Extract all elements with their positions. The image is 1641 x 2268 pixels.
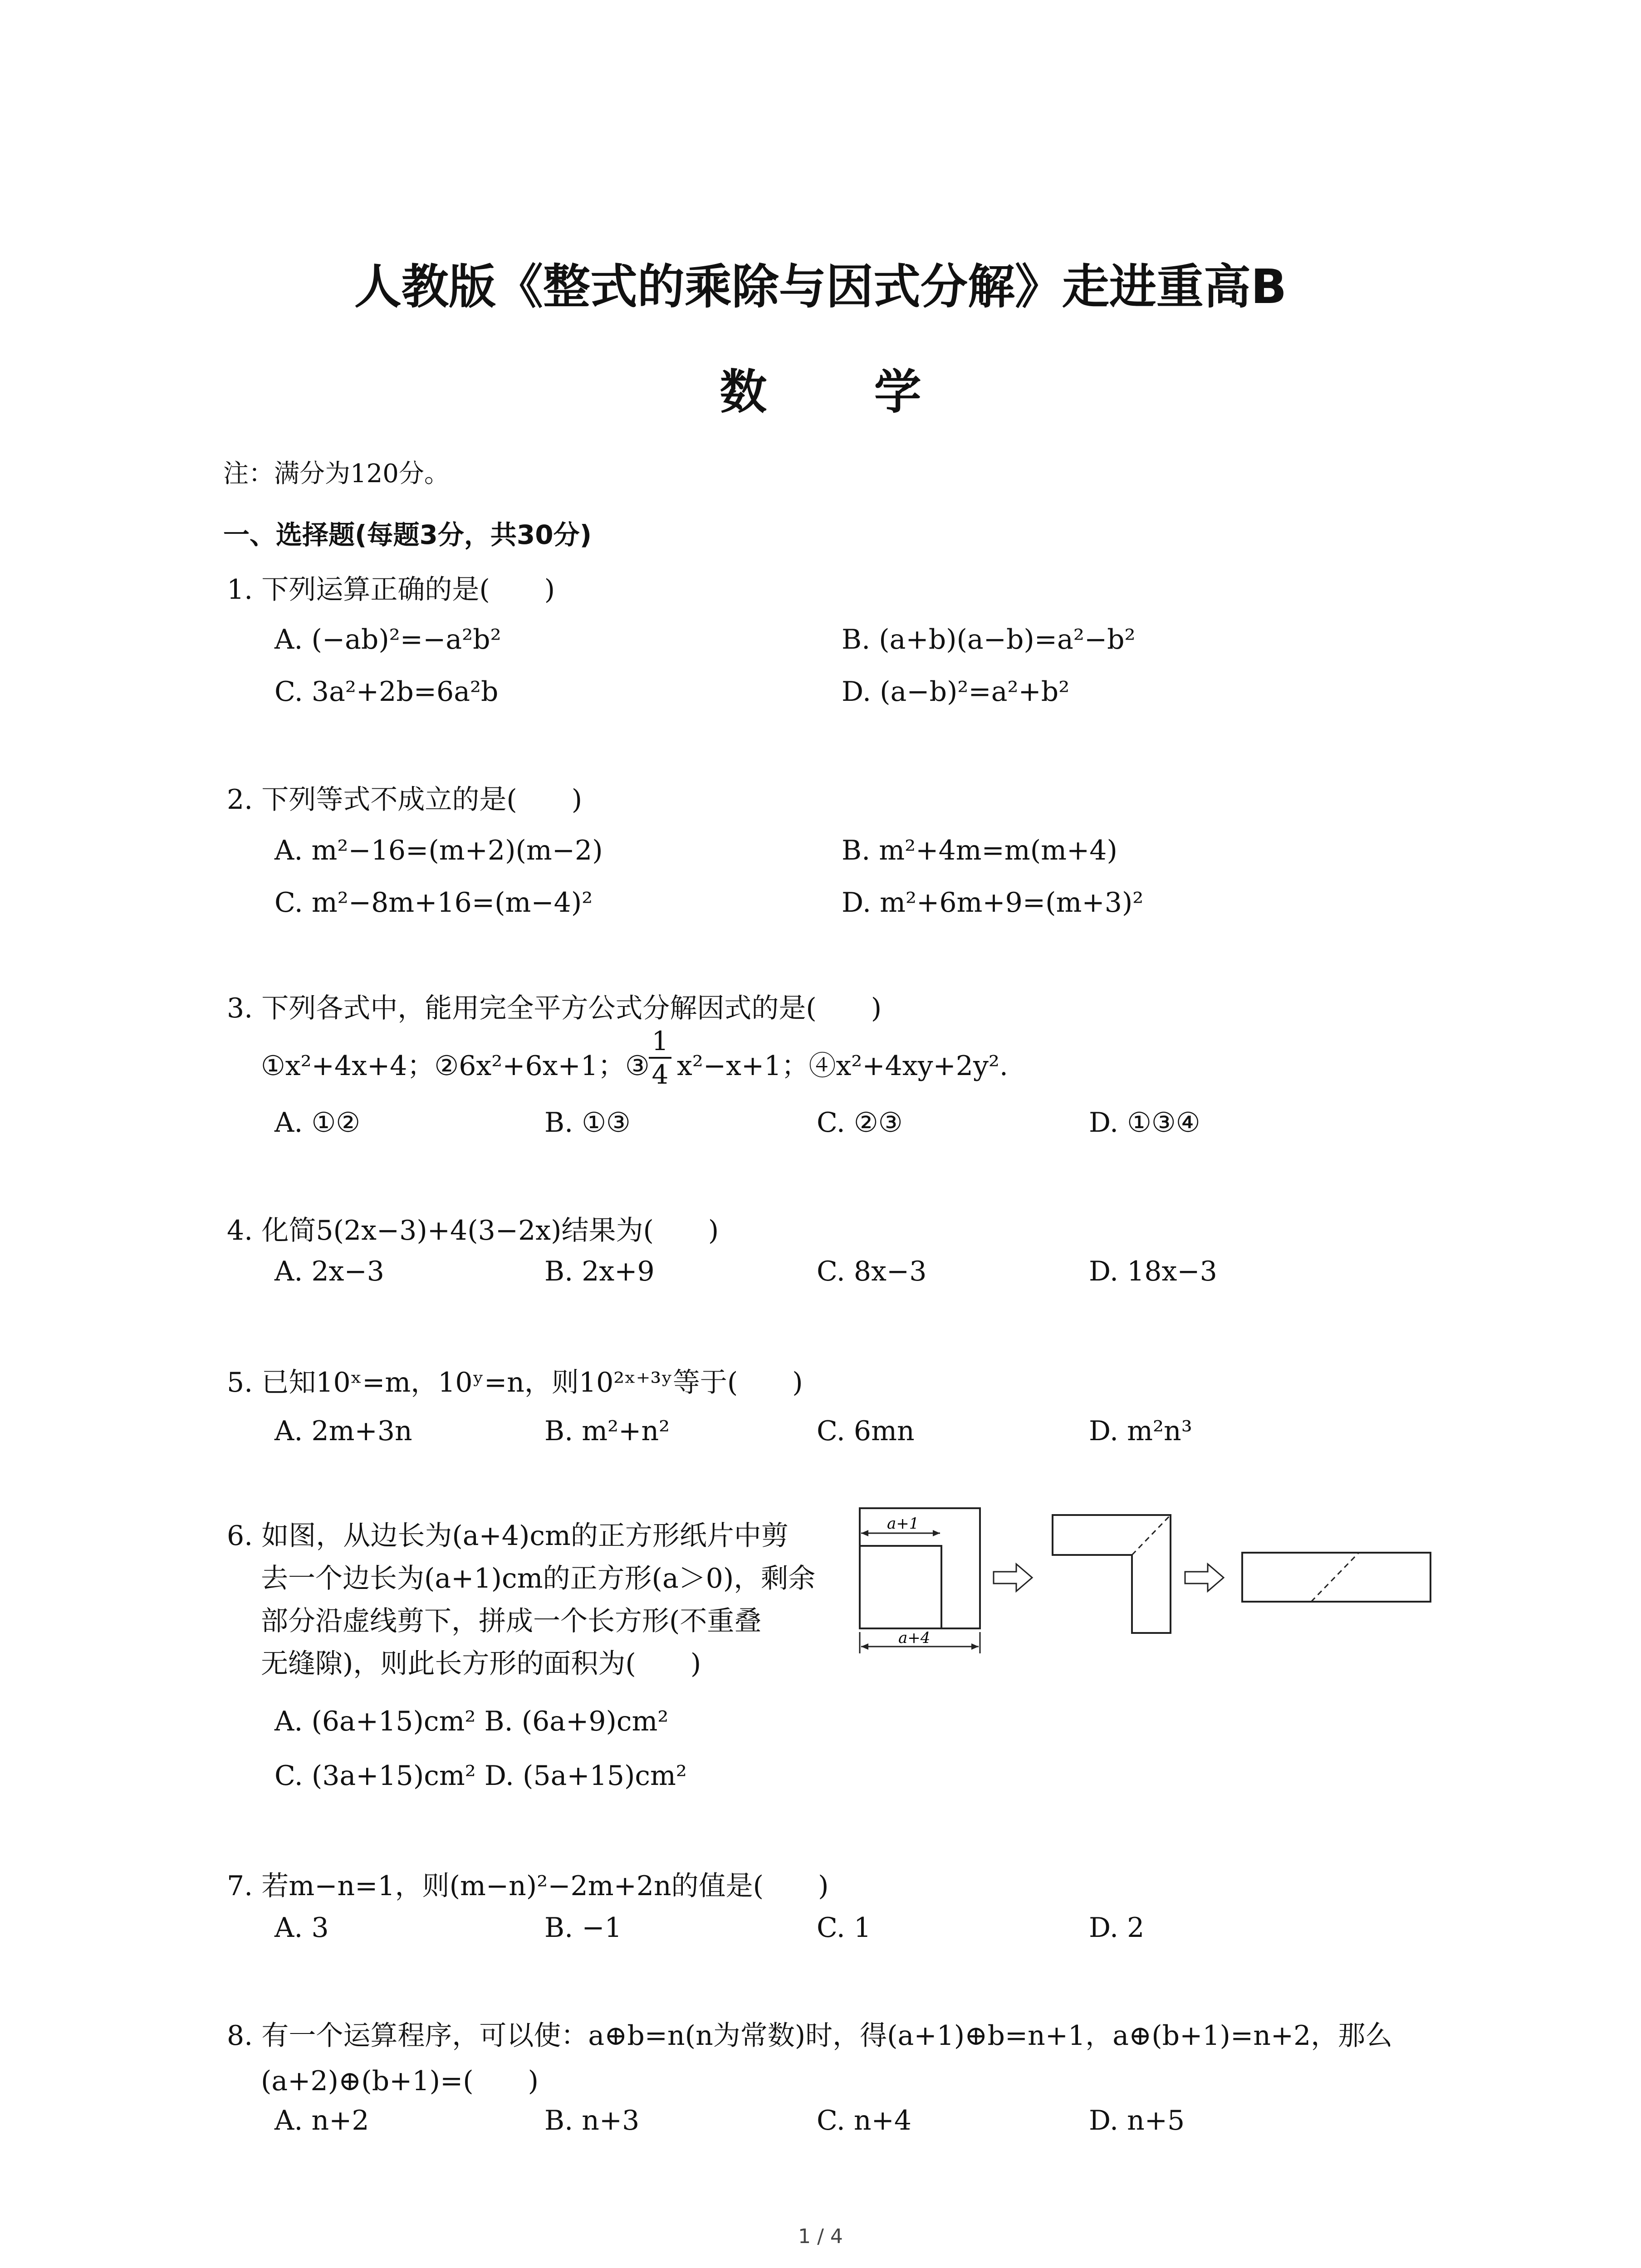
question-3-option-a: A. ①② bbox=[274, 1107, 361, 1139]
arrowhead bbox=[933, 1530, 940, 1536]
question-8-option-b: B. n+3 bbox=[544, 2105, 640, 2136]
arrowhead bbox=[971, 1643, 979, 1650]
question-8-option-a: A. n+2 bbox=[274, 2105, 369, 2136]
question-4-option-a: A. 2x−3 bbox=[274, 1256, 384, 1287]
transform-arrow-icon bbox=[994, 1564, 1032, 1591]
question-1-option-a: A. (−ab)²=−a²b² bbox=[274, 624, 501, 655]
arrowhead bbox=[861, 1530, 868, 1536]
question-3-items-part2: x²−x+1；④x²+4xy+2y². bbox=[677, 1050, 1008, 1082]
question-8-option-d: D. n+5 bbox=[1089, 2105, 1185, 2136]
question-5-option-c: C. 6mn bbox=[817, 1415, 915, 1447]
question-8-option-c: C. n+4 bbox=[817, 2105, 912, 2136]
question-7-stem: 7. 若m−n=1，则(m−n)²−2m+2n的值是( ) bbox=[227, 1870, 829, 1902]
score-note: 注：满分为120分。 bbox=[223, 459, 450, 489]
question-6-line-4: 无缝隙)，则此长方形的面积为( ) bbox=[261, 1648, 701, 1680]
question-5-option-b: B. m²+n² bbox=[544, 1415, 670, 1447]
figure-join-line bbox=[1311, 1553, 1359, 1602]
question-3-option-b: B. ①③ bbox=[544, 1107, 631, 1139]
question-6-line-2: 去一个边长为(a+1)cm的正方形(a＞0)，剩余 bbox=[261, 1563, 816, 1594]
question-5-stem: 5. 已知10ˣ=m，10ʸ=n，则10²ˣ⁺³ʸ等于( ) bbox=[227, 1367, 803, 1398]
question-2-option-c: C. m²−8m+16=(m−4)² bbox=[274, 887, 593, 919]
figure-label-inner: a+1 bbox=[887, 1515, 919, 1533]
page-subject: 数 学 bbox=[720, 364, 967, 420]
question-1-option-d: D. (a−b)²=a²+b² bbox=[842, 676, 1070, 708]
arrowhead bbox=[861, 1643, 868, 1650]
question-7-option-d: D. 2 bbox=[1089, 1912, 1145, 1944]
question-2-stem: 2. 下列等式不成立的是( ) bbox=[227, 784, 583, 816]
question-3-items-part1: ①x²+4x+4；②6x²+6x+1；③ bbox=[261, 1050, 650, 1082]
question-3-option-c: C. ②③ bbox=[817, 1107, 903, 1139]
figure-label-outer: a+4 bbox=[898, 1629, 931, 1647]
page-title: 人教版《整式的乘除与因式分解》走进重高B bbox=[354, 259, 1287, 314]
question-7-option-a: A. 3 bbox=[274, 1912, 329, 1944]
page-number: 1 / 4 bbox=[798, 2225, 843, 2248]
figure-outer-square bbox=[860, 1508, 980, 1628]
question-3-fraction bbox=[649, 1025, 671, 1090]
question-1-option-b: B. (a+b)(a−b)=a²−b² bbox=[842, 624, 1136, 655]
question-6-figure bbox=[848, 1497, 1456, 1665]
transform-arrow-icon bbox=[1185, 1564, 1224, 1591]
figure-inner-square bbox=[860, 1546, 941, 1628]
question-5-option-d: D. m²n³ bbox=[1089, 1415, 1192, 1447]
question-7-option-c: C. 1 bbox=[817, 1912, 872, 1944]
figure-cut-line bbox=[1132, 1515, 1171, 1555]
question-2-option-a: A. m²−16=(m+2)(m−2) bbox=[274, 835, 603, 866]
question-4-stem: 4. 化简5(2x−3)+4(3−2x)结果为( ) bbox=[227, 1215, 719, 1246]
question-6-options-cd: C. (3a+15)cm² D. (5a+15)cm² bbox=[274, 1760, 687, 1792]
question-2-option-d: D. m²+6m+9=(m+3)² bbox=[842, 887, 1144, 919]
question-8-line-2: (a+2)⊕(b+1)=( ) bbox=[261, 2065, 539, 2097]
question-6-line-3: 部分沿虚线剪下，拼成一个长方形(不重叠 bbox=[261, 1605, 762, 1637]
question-5-option-a: A. 2m+3n bbox=[274, 1415, 412, 1447]
question-8-line-1: 8. 有一个运算程序，可以使：a⊕b=n(n为常数)时，得(a+1)⊕b=n+1，a⊕(b+1)=n+2，那么 bbox=[227, 2020, 1393, 2052]
question-6-line-1: 6. 如图，从边长为(a+4)cm的正方形纸片中剪 bbox=[227, 1520, 789, 1552]
question-4-option-d: D. 18x−3 bbox=[1089, 1256, 1217, 1287]
question-4-option-c: C. 8x−3 bbox=[817, 1256, 927, 1287]
figure-result-rectangle bbox=[1242, 1553, 1430, 1602]
fraction-denominator: 4 bbox=[652, 1059, 669, 1090]
question-3-stem: 3. 下列各式中，能用完全平方公式分解因式的是( ) bbox=[227, 992, 882, 1024]
question-2-option-b: B. m²+4m=m(m+4) bbox=[842, 835, 1117, 866]
question-7-option-b: B. −1 bbox=[544, 1912, 622, 1944]
question-4-option-b: B. 2x+9 bbox=[544, 1256, 655, 1287]
section-heading-choice: 一、选择题(每题3分，共30分) bbox=[223, 519, 592, 550]
question-3-option-d: D. ①③④ bbox=[1089, 1107, 1200, 1139]
question-1-option-c: C. 3a²+2b=6a²b bbox=[274, 676, 499, 708]
fraction-numerator: 1 bbox=[652, 1026, 669, 1056]
question-6-options-ab: A. (6a+15)cm² B. (6a+9)cm² bbox=[274, 1706, 669, 1737]
question-1-stem: 1. 下列运算正确的是( ) bbox=[227, 574, 555, 606]
